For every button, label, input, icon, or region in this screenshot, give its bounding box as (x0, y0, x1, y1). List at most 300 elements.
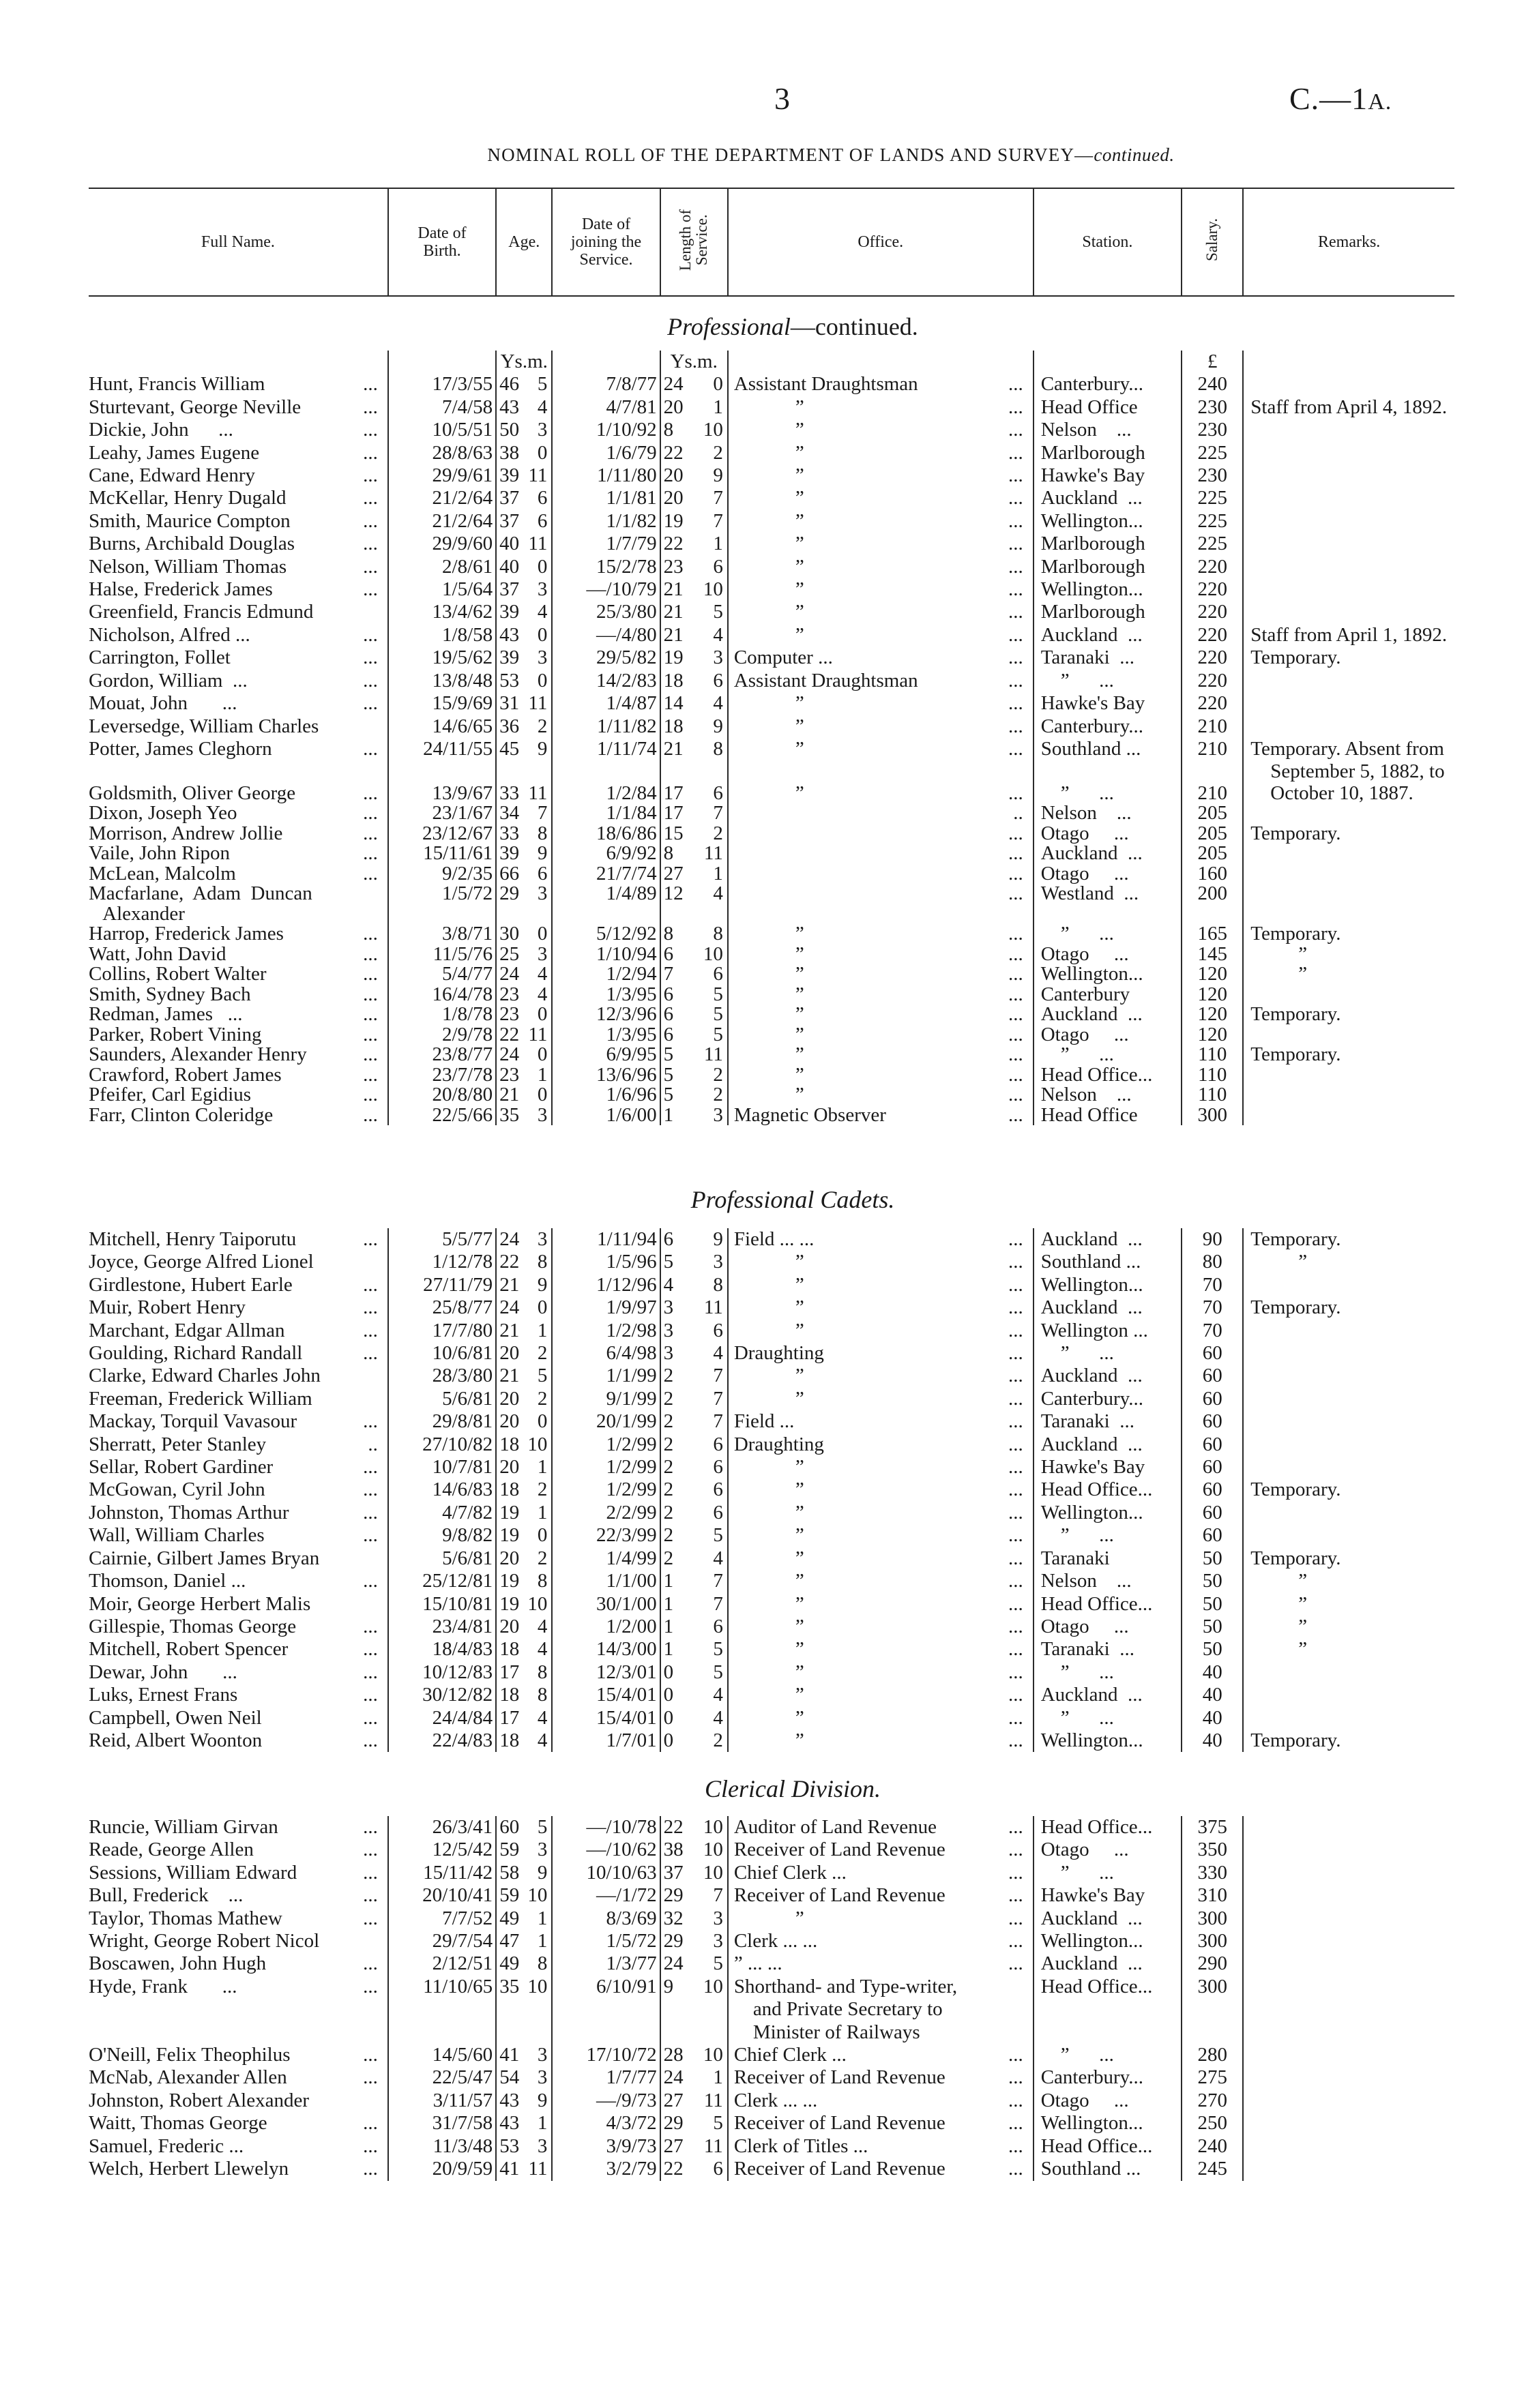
age-unit-label: Ys.m. (496, 351, 552, 373)
date-joined: 20/1/99 (552, 1410, 660, 1433)
salary: 70 (1182, 1296, 1243, 1319)
date-of-birth: 23/7/78 (388, 1065, 496, 1086)
salary: 50 (1182, 1593, 1243, 1616)
service-months: 1 (692, 533, 728, 555)
office: ” (795, 1524, 804, 1547)
office-cell (728, 464, 1034, 487)
name-cell (89, 1365, 388, 1387)
table-row (89, 844, 1454, 864)
name-cell (89, 844, 388, 864)
service-months: 10 (692, 1862, 728, 1884)
station: Auckland ... (1034, 1952, 1182, 1975)
date-of-birth: 24/11/55 (388, 738, 496, 784)
name-cell (89, 464, 388, 487)
service-months: 5 (692, 2112, 728, 2135)
service-years: 1 (663, 1592, 674, 1615)
remarks (1243, 1524, 1454, 1547)
station: Taranaki ... (1034, 1410, 1182, 1433)
leader-dots: ... (1008, 1592, 1023, 1615)
full-name: Goldsmith, Oliver George (89, 782, 296, 804)
salary: 300 (1182, 1976, 1243, 2044)
age-months: 9 (526, 1862, 552, 1884)
name-cell (89, 1684, 388, 1706)
age-years: 21 (499, 1319, 520, 1341)
office-cell (728, 715, 1034, 738)
full-name: Campbell, Owen Neil (89, 1706, 262, 1729)
station: ” ... (1034, 924, 1182, 945)
remarks: ” (1298, 1251, 1308, 1273)
service-years: 21 (663, 601, 684, 623)
age-years: 60 (499, 1816, 520, 1838)
leader-dots: ... (363, 1816, 378, 1838)
remarks (1243, 1661, 1454, 1684)
office-cell (728, 1365, 1034, 1387)
age-months: 3 (526, 578, 552, 601)
date-joined: 1/2/98 (552, 1320, 660, 1342)
leader-dots: ... (363, 1638, 378, 1661)
service-years: 38 (663, 1839, 684, 1861)
salary: 40 (1182, 1707, 1243, 1729)
full-name: McKellar, Henry Dugald (89, 487, 287, 509)
remarks (1243, 1976, 1454, 2044)
date-joined: 1/7/77 (552, 2066, 660, 2089)
station: Otago ... (1034, 2090, 1182, 2112)
name-cell (89, 803, 388, 824)
date-of-birth: 15/11/61 (388, 844, 496, 864)
age-months: 0 (526, 1005, 552, 1025)
remarks (1243, 803, 1454, 824)
salary: 250 (1182, 2112, 1243, 2135)
office-cell (728, 1296, 1034, 1319)
age-years: 18 (499, 1729, 520, 1751)
age-months: 0 (526, 624, 552, 646)
salary: 60 (1182, 1388, 1243, 1410)
remarks (1243, 419, 1454, 441)
office: Magnetic Observer (733, 1103, 886, 1126)
remarks: Temporary. (1250, 1729, 1341, 1751)
station: Wellington... (1034, 1274, 1182, 1296)
salary: 230 (1182, 464, 1243, 487)
station: Nelson ... (1034, 1570, 1182, 1592)
remarks (1243, 2044, 1454, 2066)
name-cell (89, 1274, 388, 1296)
name-cell (89, 1729, 388, 1752)
leader-dots: ... (1008, 1365, 1023, 1387)
leader-dots: ... (1008, 782, 1023, 804)
table-row (89, 1085, 1454, 1105)
name-cell (89, 1065, 388, 1086)
service-months: 4 (692, 1342, 728, 1365)
service-months: 6 (692, 964, 728, 985)
station: Canterbury... (1034, 715, 1182, 738)
date-of-birth: 30/12/82 (388, 1684, 496, 1706)
remarks (1243, 487, 1454, 509)
service-months: 9 (692, 464, 728, 487)
professional-cadets-table (89, 1228, 1454, 1752)
service-years: 21 (663, 578, 684, 601)
remarks: ” (1298, 1570, 1308, 1592)
name-cell (89, 2090, 388, 2112)
service-years: 4 (663, 1273, 674, 1296)
full-name: Burns, Archibald Douglas (89, 533, 295, 555)
office-cell (728, 1976, 1034, 2044)
full-name: Thomson, Daniel ... (89, 1570, 246, 1592)
age-years: 22 (499, 1023, 520, 1045)
age-years: 36 (499, 715, 520, 737)
age-months: 5 (526, 1365, 552, 1387)
station: Marlborough (1034, 533, 1182, 555)
salary: 220 (1182, 646, 1243, 669)
table-row (89, 578, 1454, 601)
service-years: 6 (663, 1023, 674, 1045)
date-of-birth: 22/5/66 (388, 1105, 496, 1126)
age-months: 3 (526, 1228, 552, 1251)
doc-ref-suffix: A. (1368, 89, 1392, 115)
leader-dots: ... (1008, 1952, 1023, 1975)
service-years: 0 (663, 1706, 674, 1729)
office: ” (795, 1570, 804, 1592)
date-joined: —/10/78 (552, 1816, 660, 1839)
full-name: Parker, Robert Vining (89, 1023, 262, 1045)
date-joined: 7/8/77 (552, 373, 660, 396)
age-months: 9 (526, 844, 552, 864)
age-years: 17 (499, 1661, 520, 1683)
age-months: 8 (526, 1251, 552, 1273)
office: Assistant Draughtsman (733, 373, 918, 396)
name-cell (89, 1502, 388, 1524)
table-row (89, 510, 1454, 533)
date-of-birth: 29/9/61 (388, 464, 496, 487)
leader-dots: ... (1008, 669, 1023, 692)
service-years: 19 (663, 646, 684, 669)
service-months: 8 (692, 1274, 728, 1296)
age-years: 33 (499, 822, 520, 844)
office: ” (795, 1003, 804, 1026)
station: Wellington... (1034, 2112, 1182, 2135)
age-months: 4 (526, 1616, 552, 1638)
leader-dots: ... (363, 1478, 378, 1501)
date-joined: —/10/79 (552, 578, 660, 601)
age-months: 2 (526, 1342, 552, 1365)
table-row (89, 487, 1454, 509)
service-months: 3 (692, 1907, 728, 1930)
age-months: 3 (526, 2135, 552, 2158)
remarks (1243, 373, 1454, 396)
name-cell (89, 2158, 388, 2180)
office-cell (728, 1729, 1034, 1752)
station: Auckland ... (1034, 1005, 1182, 1025)
table-row (89, 464, 1454, 487)
office: ” (795, 1365, 804, 1387)
office-cell (728, 624, 1034, 646)
name-cell (89, 1085, 388, 1105)
remarks (1243, 1839, 1454, 1861)
name-cell (89, 1661, 388, 1684)
remarks: October 10, 1887. (1250, 782, 1413, 804)
section-title: Professional Cadets. (690, 1186, 895, 1213)
date-of-birth: 27/10/82 (388, 1433, 496, 1456)
leader-dots: ... (363, 1861, 378, 1884)
name-cell (89, 942, 388, 965)
leader-dots: ... (363, 1228, 378, 1250)
age-years: 18 (499, 1638, 520, 1661)
service-months: 10 (692, 945, 728, 965)
salary: 40 (1182, 1661, 1243, 1684)
service-months: 2 (692, 824, 728, 844)
name-cell (89, 442, 388, 464)
date-of-birth: 26/3/41 (388, 1816, 496, 1839)
remarks (1243, 1456, 1454, 1478)
leader-dots: ... (363, 2044, 378, 2066)
age-months: 10 (526, 1433, 552, 1456)
office-cell (728, 487, 1034, 509)
date-of-birth: 17/3/55 (388, 373, 496, 396)
date-joined: 14/2/83 (552, 670, 660, 692)
name-cell (89, 510, 388, 533)
service-months: 8 (692, 924, 728, 945)
title-main: NOMINAL ROLL OF THE DEPARTMENT OF LANDS AND SURVEY— (487, 145, 1094, 165)
date-joined: 6/9/95 (552, 1045, 660, 1065)
office-cell (728, 1816, 1034, 1839)
age-years: 33 (499, 782, 520, 804)
full-name: O'Neill, Felix Theophilus (89, 2044, 291, 2066)
leader-dots: ... (1008, 1884, 1023, 1907)
age-years: 49 (499, 1907, 520, 1929)
service-months: 6 (692, 556, 728, 578)
age-months: 0 (526, 1296, 552, 1319)
leader-dots: ... (363, 1661, 378, 1683)
date-joined: 4/7/81 (552, 396, 660, 419)
age-years: 24 (499, 1228, 520, 1250)
office-cell (728, 601, 1034, 623)
full-name: Dickie, John ... (89, 419, 233, 441)
office-cell (728, 556, 1034, 578)
office-cell (728, 985, 1034, 1005)
full-name: Girdlestone, Hubert Earle (89, 1273, 293, 1296)
salary: 60 (1182, 1456, 1243, 1478)
salary: 120 (1182, 1025, 1243, 1045)
office-cell (728, 670, 1034, 692)
service-months: 1 (692, 2066, 728, 2089)
table-row (89, 1105, 1454, 1126)
date-joined: 2/2/99 (552, 1502, 660, 1524)
leader-dots: ... (363, 1729, 378, 1751)
service-months: 6 (692, 2158, 728, 2180)
remarks (1243, 1365, 1454, 1387)
station: ” ... (1034, 2044, 1182, 2066)
header-dob-label: Date of Birth. (417, 224, 467, 260)
name-cell (89, 1105, 388, 1126)
service-months: 3 (692, 1251, 728, 1273)
age-months: 4 (526, 1638, 552, 1661)
document-reference (1289, 80, 1392, 117)
leader-dots: ... (1008, 737, 1023, 760)
station: Head Office... (1034, 1593, 1182, 1616)
salary: 350 (1182, 1839, 1243, 1861)
salary: 165 (1182, 924, 1243, 945)
station: Nelson ... (1034, 1085, 1182, 1105)
office-cell (728, 1045, 1034, 1065)
date-of-birth: 23/4/81 (388, 1616, 496, 1638)
service-months: 10 (692, 1839, 728, 1861)
age-years: 31 (499, 692, 520, 715)
table-row (89, 1251, 1454, 1273)
service-years: 1 (663, 1615, 674, 1637)
date-joined: 1/11/82 (552, 715, 660, 738)
age-months: 11 (526, 533, 552, 555)
header-length-of-service (660, 188, 728, 296)
date-of-birth: 7/4/58 (388, 396, 496, 419)
office-cell (728, 2158, 1034, 2180)
office: ” (795, 464, 804, 487)
service-years: 18 (663, 715, 684, 737)
leader-dots: ... (363, 862, 378, 885)
date-of-birth: 10/12/83 (388, 1661, 496, 1684)
station: Canterbury (1034, 985, 1182, 1005)
name-cell (89, 1570, 388, 1592)
office: ” (795, 737, 804, 760)
date-of-birth: 5/5/77 (388, 1228, 496, 1251)
name-cell (89, 646, 388, 669)
leader-dots: ... (1008, 1729, 1023, 1751)
service-years: 7 (663, 963, 674, 985)
table-row (89, 1478, 1454, 1501)
salary: 225 (1182, 442, 1243, 464)
office: ” (795, 1615, 804, 1637)
date-of-birth: 1/12/78 (388, 1251, 496, 1273)
date-joined: 12/3/01 (552, 1661, 660, 1684)
leader-dots: ... (1008, 1084, 1023, 1106)
date-of-birth: 20/8/80 (388, 1085, 496, 1105)
leader-dots: ... (1008, 509, 1023, 532)
table-row (89, 533, 1454, 555)
header-age: Age. (496, 188, 552, 296)
service-months: 6 (692, 1320, 728, 1342)
office: Draughting (733, 1342, 824, 1365)
service-months: 2 (692, 1065, 728, 1086)
service-months: 0 (692, 373, 728, 396)
leader-dots: ... (1008, 2044, 1023, 2066)
name-cell (89, 1388, 388, 1410)
station: Taranaki (1034, 1547, 1182, 1570)
office: ” (795, 1907, 804, 1929)
date-of-birth: 27/11/79 (388, 1274, 496, 1296)
age-months: 10 (526, 1593, 552, 1616)
leader-dots: ... (1008, 822, 1023, 844)
station: Canterbury... (1034, 2066, 1182, 2089)
leader-dots: ... (363, 802, 378, 824)
name-cell (89, 1616, 388, 1638)
table-row (89, 1907, 1454, 1930)
station: Head Office (1034, 396, 1182, 419)
office: ” (795, 487, 804, 509)
date-joined: 1/6/79 (552, 442, 660, 464)
units-row (89, 351, 1454, 373)
table-row (89, 1884, 1454, 1907)
date-of-birth: 21/2/64 (388, 510, 496, 533)
office-cell (728, 1684, 1034, 1706)
office-cell (728, 1862, 1034, 1884)
leader-dots: ... (1008, 983, 1023, 1005)
service-years: 22 (663, 2158, 684, 2180)
header-full-name: Full Name. (89, 188, 388, 296)
section-title: Professional (667, 313, 791, 340)
office: Receiver of Land Revenue (733, 1839, 946, 1861)
office-cell (728, 1478, 1034, 1501)
office: ” (795, 923, 804, 945)
full-name: McLean, Malcolm (89, 862, 236, 885)
service-years: 1 (663, 1570, 674, 1592)
date-joined: 1/2/99 (552, 1456, 660, 1478)
office-cell (728, 738, 1034, 784)
office-cell (728, 1274, 1034, 1296)
remarks (1243, 1388, 1454, 1410)
name-cell (89, 964, 388, 985)
office-cell (728, 419, 1034, 441)
date-of-birth: 9/2/35 (388, 864, 496, 885)
leader-dots: ... (363, 1296, 378, 1319)
service-months: 2 (692, 1085, 728, 1105)
date-of-birth: 29/8/81 (388, 1410, 496, 1433)
full-name: Runcie, William Girvan (89, 1816, 278, 1838)
age-years: 23 (499, 983, 520, 1005)
salary: 230 (1182, 419, 1243, 441)
name-cell (89, 1952, 388, 1975)
leader-dots: ... (363, 782, 378, 804)
age-months: 2 (526, 715, 552, 738)
office: ” (795, 555, 804, 578)
table-row (89, 2112, 1454, 2135)
date-of-birth: 14/5/60 (388, 2044, 496, 2066)
office: ” (795, 1684, 804, 1706)
leader-dots: ... (363, 1043, 378, 1066)
leader-dots: ... (363, 533, 378, 555)
age-months: 4 (526, 1729, 552, 1752)
age-years: 25 (499, 942, 520, 965)
service-years: 20 (663, 464, 684, 487)
salary: 290 (1182, 1952, 1243, 1975)
office: ” (795, 441, 804, 464)
service-years: 22 (663, 533, 684, 555)
full-name: Leahy, James Eugene (89, 441, 260, 464)
leader-dots: ... (363, 1456, 378, 1478)
leader-dots: ... (363, 509, 378, 532)
table-row (89, 1502, 1454, 1524)
date-of-birth: 13/9/67 (388, 784, 496, 804)
service-months: 5 (692, 1952, 728, 1975)
station: Head Office... (1034, 1976, 1182, 2044)
table-row (89, 419, 1454, 441)
office: ” (795, 1547, 804, 1569)
service-months: 4 (692, 1707, 728, 1729)
service-years: 5 (663, 1251, 674, 1273)
table-row (89, 803, 1454, 824)
full-name: Vaile, John Ripon (89, 842, 231, 865)
remarks (1243, 1320, 1454, 1342)
salary: 120 (1182, 964, 1243, 985)
table-row (89, 738, 1454, 784)
date-joined: 3/2/79 (552, 2158, 660, 2180)
salary: 200 (1182, 884, 1243, 924)
leader-dots: ... (1008, 1638, 1023, 1661)
table-row (89, 646, 1454, 669)
leader-dots: ... (363, 822, 378, 844)
age-months: 0 (526, 1410, 552, 1433)
service-years: 0 (663, 1729, 674, 1751)
leader-dots: ... (363, 1524, 378, 1547)
age-years: 39 (499, 464, 520, 487)
service-years: 1 (663, 1638, 674, 1661)
